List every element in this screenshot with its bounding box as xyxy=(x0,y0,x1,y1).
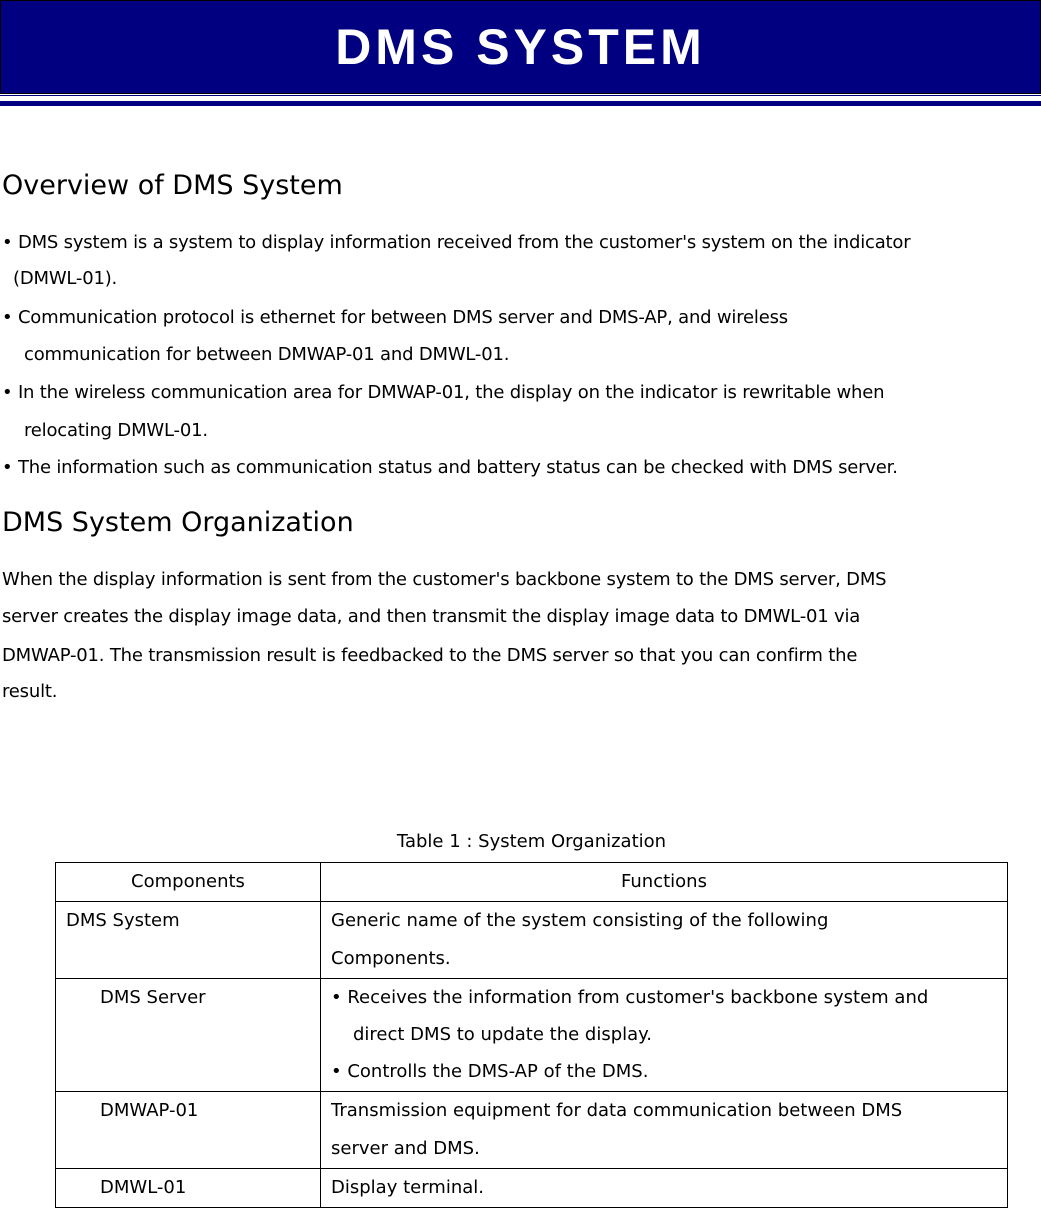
organization-paragraph-line: result. xyxy=(2,681,58,702)
function-text: • Receives the information from customer's backbone system and xyxy=(331,987,929,1008)
function-text: • Controlls the DMS-AP of the DMS. xyxy=(331,1061,649,1082)
function-text: Components. xyxy=(331,948,451,969)
divider-thick xyxy=(0,101,1041,106)
component-name: DMWAP-01 xyxy=(100,1100,199,1121)
organization-paragraph-line: When the display information is sent from the customer's backbone system to the DMS server, DMS xyxy=(2,569,887,590)
overview-bullet-3: • In the wireless communication area for DMWAP-01, the display on the indicator is rewritable when xyxy=(2,382,885,403)
overview-bullet-2: • Communication protocol is ethernet for between DMS server and DMS-AP, and wireless xyxy=(2,307,788,328)
function-text: server and DMS. xyxy=(331,1138,480,1159)
page-title: DMS SYSTEM xyxy=(335,19,706,75)
table-row xyxy=(56,1092,1008,1169)
organization-paragraph-line: server creates the display image data, and then transmit the display image data to DMWL-01 via xyxy=(2,606,861,627)
overview-bullet-2-cont: communication for between DMWAP-01 and DMWL-01. xyxy=(24,344,510,365)
function-text: Transmission equipment for data communication between DMS xyxy=(331,1100,903,1121)
organization-heading: DMS System Organization xyxy=(2,507,354,538)
component-name: DMS System xyxy=(66,910,180,931)
overview-bullet-3-cont: relocating DMWL-01. xyxy=(24,420,208,441)
table-row xyxy=(56,902,1008,979)
function-text: Display terminal. xyxy=(331,1177,484,1198)
overview-bullet-1-cont: (DMWL-01). xyxy=(13,268,118,289)
overview-bullet-1: • DMS system is a system to display information received from the customer's system on the indicator xyxy=(2,232,911,253)
component-name: DMWL-01 xyxy=(100,1177,187,1198)
table-row xyxy=(56,1169,1008,1208)
column-header-components: Components xyxy=(56,863,321,902)
table-header-row xyxy=(56,863,1008,902)
organization-paragraph-line: DMWAP-01. The transmission result is feedbacked to the DMS server so that you can confirm the xyxy=(2,645,858,666)
table-row xyxy=(56,979,1008,1092)
overview-heading: Overview of DMS System xyxy=(2,170,343,201)
column-header-functions: Functions xyxy=(321,863,1008,902)
table-caption: Table 1 : System Organization xyxy=(396,831,667,852)
function-text: direct DMS to update the display. xyxy=(353,1024,652,1045)
overview-bullet-4: • The information such as communication status and battery status can be checked with DMS server. xyxy=(2,457,898,478)
component-name: DMS Server xyxy=(100,987,206,1008)
system-organization-table xyxy=(55,862,1008,1208)
title-banner xyxy=(0,0,1041,94)
divider-thin xyxy=(0,95,1041,96)
function-text: Generic name of the system consisting of the following xyxy=(331,910,829,931)
